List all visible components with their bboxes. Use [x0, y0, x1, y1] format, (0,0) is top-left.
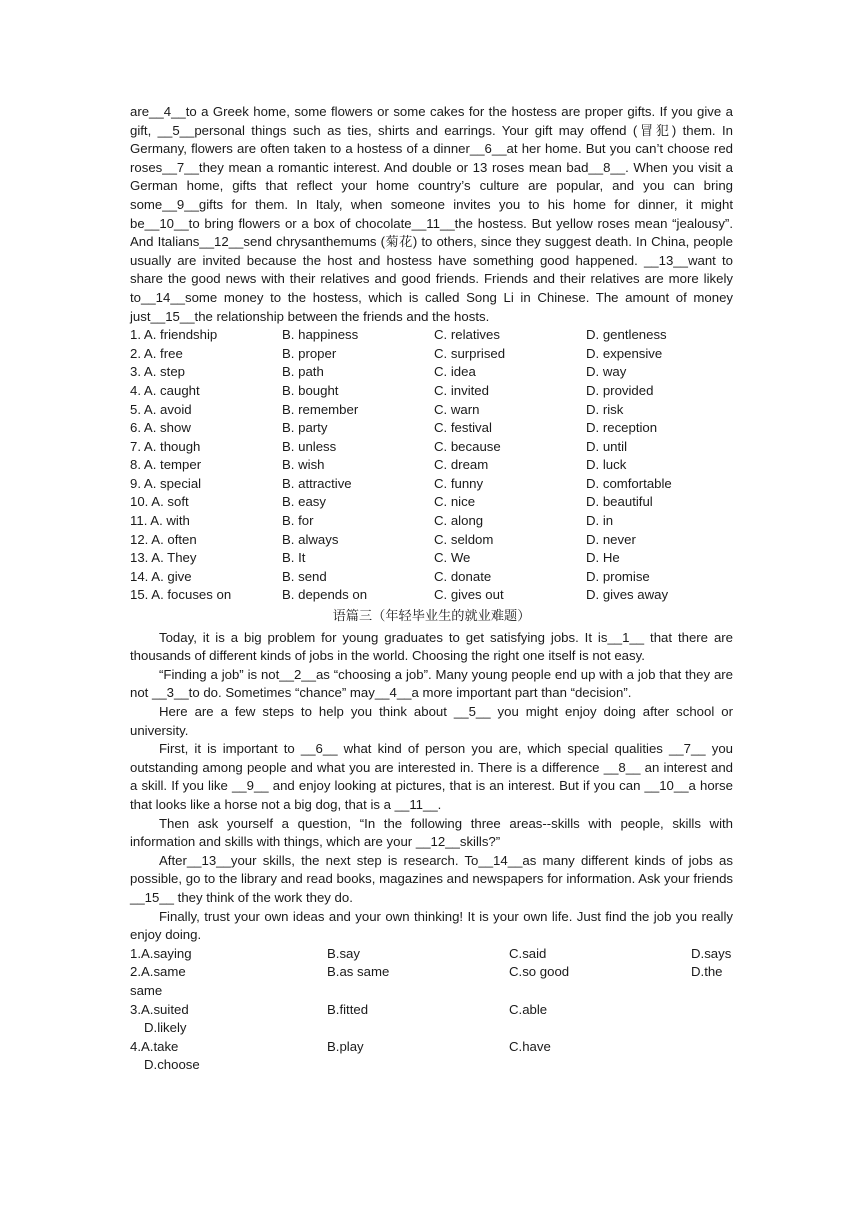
option-row — [130, 549, 733, 568]
option-c: C. idea — [434, 364, 476, 380]
option-b: B. always — [282, 531, 339, 547]
option-a: 12. A. often — [130, 531, 197, 547]
option-d: D. until — [586, 438, 628, 454]
option-b: B. depends on — [282, 587, 368, 603]
option-d: D. comfortable — [586, 475, 672, 491]
option-c: C.said — [509, 945, 547, 961]
option-a: 13. A. They — [130, 550, 197, 566]
option-d: D. way — [586, 364, 627, 380]
option-d: D. in — [586, 513, 614, 529]
option-d: D. risk — [586, 401, 624, 417]
option-a: 10. A. soft — [130, 494, 189, 510]
option-c: C. surprised — [434, 345, 506, 361]
option-c: C. along — [434, 513, 484, 529]
passage-three-paragraph: Here are a few steps to help you think about __5__ you might enjoy doing after school or university. — [130, 704, 733, 738]
passage-two-options — [130, 326, 733, 605]
option-a: 2. A. free — [130, 345, 183, 361]
option-b: B. easy — [282, 494, 326, 510]
option-c: C. funny — [434, 475, 484, 491]
option-row — [130, 568, 733, 587]
passage-three-paragraph: Today, it is a big problem for young graduates to get satisfying jobs. It is__1__ that there are thousands of different kinds of jobs in the world. Choosing the right one itself is not easy. — [130, 629, 733, 664]
option-row — [130, 531, 733, 550]
option-row — [130, 363, 733, 382]
option-a: 9. A. special — [130, 475, 202, 491]
option-b: B. proper — [282, 345, 337, 361]
option-row — [130, 1038, 733, 1057]
option-c: C.have — [509, 1038, 551, 1054]
passage-two-paragraph: are__4__to a Greek home, some flowers or some cakes for the hostess are proper gifts. If you give a gift, __5__personal things such as ties, shirts and earrings. Your gift may offend (冒犯) them. In Germany, flowers are often taken to a hostess of a dinner__6__at her home. But you can’t choose red roses__7__they mean a romantic interest. And double or 13 roses mean bad__8__. When you visit a German home, gifts that reflect your home country’s culture are popular, and you can bring some__9__gifts for them. In Italy, when someone invites you to his home for dinner, it might be__10__to bring flowers or a box of chocolate__11__the hostess. But yellow roses mean “jealousy”. And Italians__12__send chrysanthemums (菊花) to others, since they suggest death. In China, people usually are invited because the host and hostess have something good happened. __13__want to share the good news with their relatives and good friends. Friends and their relatives are more likely to__14__some money to the hostess, which is called Song Li in Chinese. The amount of money just__15__the relationship between the friends and the hosts. — [130, 104, 733, 324]
option-row — [130, 1001, 733, 1020]
option-a: 8. A. temper — [130, 457, 202, 473]
option-row — [130, 401, 733, 420]
option-a: 3. A. step — [130, 364, 185, 380]
option-c: C. relatives — [434, 327, 500, 343]
option-d: D. beautiful — [586, 494, 653, 510]
option-c: C. seldom — [434, 531, 494, 547]
option-b: B. attractive — [282, 475, 352, 491]
option-d: D. provided — [586, 382, 654, 398]
option-c: C. invited — [434, 382, 489, 398]
option-row — [130, 456, 733, 475]
option-d-wrap: D.choose — [144, 1057, 200, 1073]
passage-three-paragraph: Then ask yourself a question, “In the following three areas--skills with people, skills with information and skills with things, which are your __12__skills?” — [130, 815, 733, 850]
option-a: 1. A. friendship — [130, 327, 218, 343]
option-row — [130, 438, 733, 457]
option-b: B. for — [282, 513, 314, 529]
option-c: C. We — [434, 550, 471, 566]
option-row — [130, 326, 733, 345]
option-d: D. gentleness — [586, 327, 667, 343]
option-b: B. unless — [282, 438, 337, 454]
option-c: C. donate — [434, 568, 492, 584]
option-b: B. wish — [282, 457, 325, 473]
option-b: B. send — [282, 568, 327, 584]
option-d: D.says — [691, 945, 732, 961]
passage-three-paragraph: “Finding a job” is not__2__as “choosing a job”. Many young people end up with a job that they are not __3__to do. Sometimes “chance” may__4__a more important part than “decision”. — [130, 666, 733, 701]
option-row — [130, 493, 733, 512]
option-a: 4.A.take — [130, 1038, 179, 1054]
option-b: B. party — [282, 420, 328, 436]
option-d: D. luck — [586, 457, 627, 473]
option-a: 6. A. show — [130, 420, 191, 436]
option-a: 4. A. caught — [130, 382, 200, 398]
option-a: 14. A. give — [130, 568, 192, 584]
option-b: B. bought — [282, 382, 339, 398]
option-row — [130, 475, 733, 494]
option-wrap: same — [130, 982, 163, 998]
option-c: C. nice — [434, 494, 476, 510]
option-c: C. warn — [434, 401, 480, 417]
option-b: B.say — [327, 945, 360, 961]
option-row — [130, 419, 733, 438]
passage-three-heading: 语篇三（年轻毕业生的就业难题） — [332, 609, 531, 625]
option-c: C. dream — [434, 457, 489, 473]
option-d: D. never — [586, 531, 636, 547]
option-d: D. promise — [586, 568, 650, 584]
option-d: D. reception — [586, 420, 658, 436]
option-c: C.able — [509, 1001, 548, 1017]
passage-three-options — [130, 945, 733, 1075]
option-row — [130, 963, 733, 982]
passage-three-paragraph: Finally, trust your own ideas and your own thinking! It is your own life. Just find the job you really enjoy doing. — [130, 908, 733, 943]
option-a: 11. A. with — [130, 513, 190, 529]
option-d: D. He — [586, 550, 620, 566]
option-a: 1.A.saying — [130, 945, 192, 961]
option-d: D.the — [691, 964, 723, 980]
option-row — [130, 945, 733, 964]
option-d: D. gives away — [586, 587, 669, 603]
option-a: 2.A.same — [130, 964, 186, 980]
option-b: B. It — [282, 550, 306, 566]
passage-three-paragraph: After__13__your skills, the next step is research. To__14__as many different kinds of jobs as possible, go to the library and read books, magazines and newspapers for information. Ask your friends __15__ they think of the work they do. — [130, 852, 733, 905]
option-row — [130, 586, 733, 605]
option-c: C. festival — [434, 420, 492, 436]
option-b: B. path — [282, 364, 324, 380]
option-a: 5. A. avoid — [130, 401, 192, 417]
option-d-wrap: D.likely — [144, 1020, 187, 1036]
option-c: C.so good — [509, 964, 570, 980]
option-a: 7. A. though — [130, 438, 201, 454]
option-row — [130, 382, 733, 401]
option-a: 3.A.suited — [130, 1001, 189, 1017]
document-page — [130, 103, 733, 1075]
option-b: B.fitted — [327, 1001, 369, 1017]
option-a: 15. A. focuses on — [130, 587, 232, 603]
option-row — [130, 512, 733, 531]
option-b: B. remember — [282, 401, 359, 417]
passage-three-paragraph: First, it is important to __6__ what kind of person you are, which special qualities __7__ you outstanding among people and what you are interested in. There is a difference __8__ an interest and a skill. If you like __9__ and enjoy looking at pictures, that is an interest. But if you can __10__a horse that looks like a horse not a big dog, that is a __11__. — [130, 741, 733, 812]
option-b: B. happiness — [282, 327, 359, 343]
option-b: B.play — [327, 1038, 364, 1054]
option-d: D. expensive — [586, 345, 663, 361]
option-row — [130, 345, 733, 364]
option-c: C. because — [434, 438, 501, 454]
option-c: C. gives out — [434, 587, 504, 603]
option-b: B.as same — [327, 964, 390, 980]
